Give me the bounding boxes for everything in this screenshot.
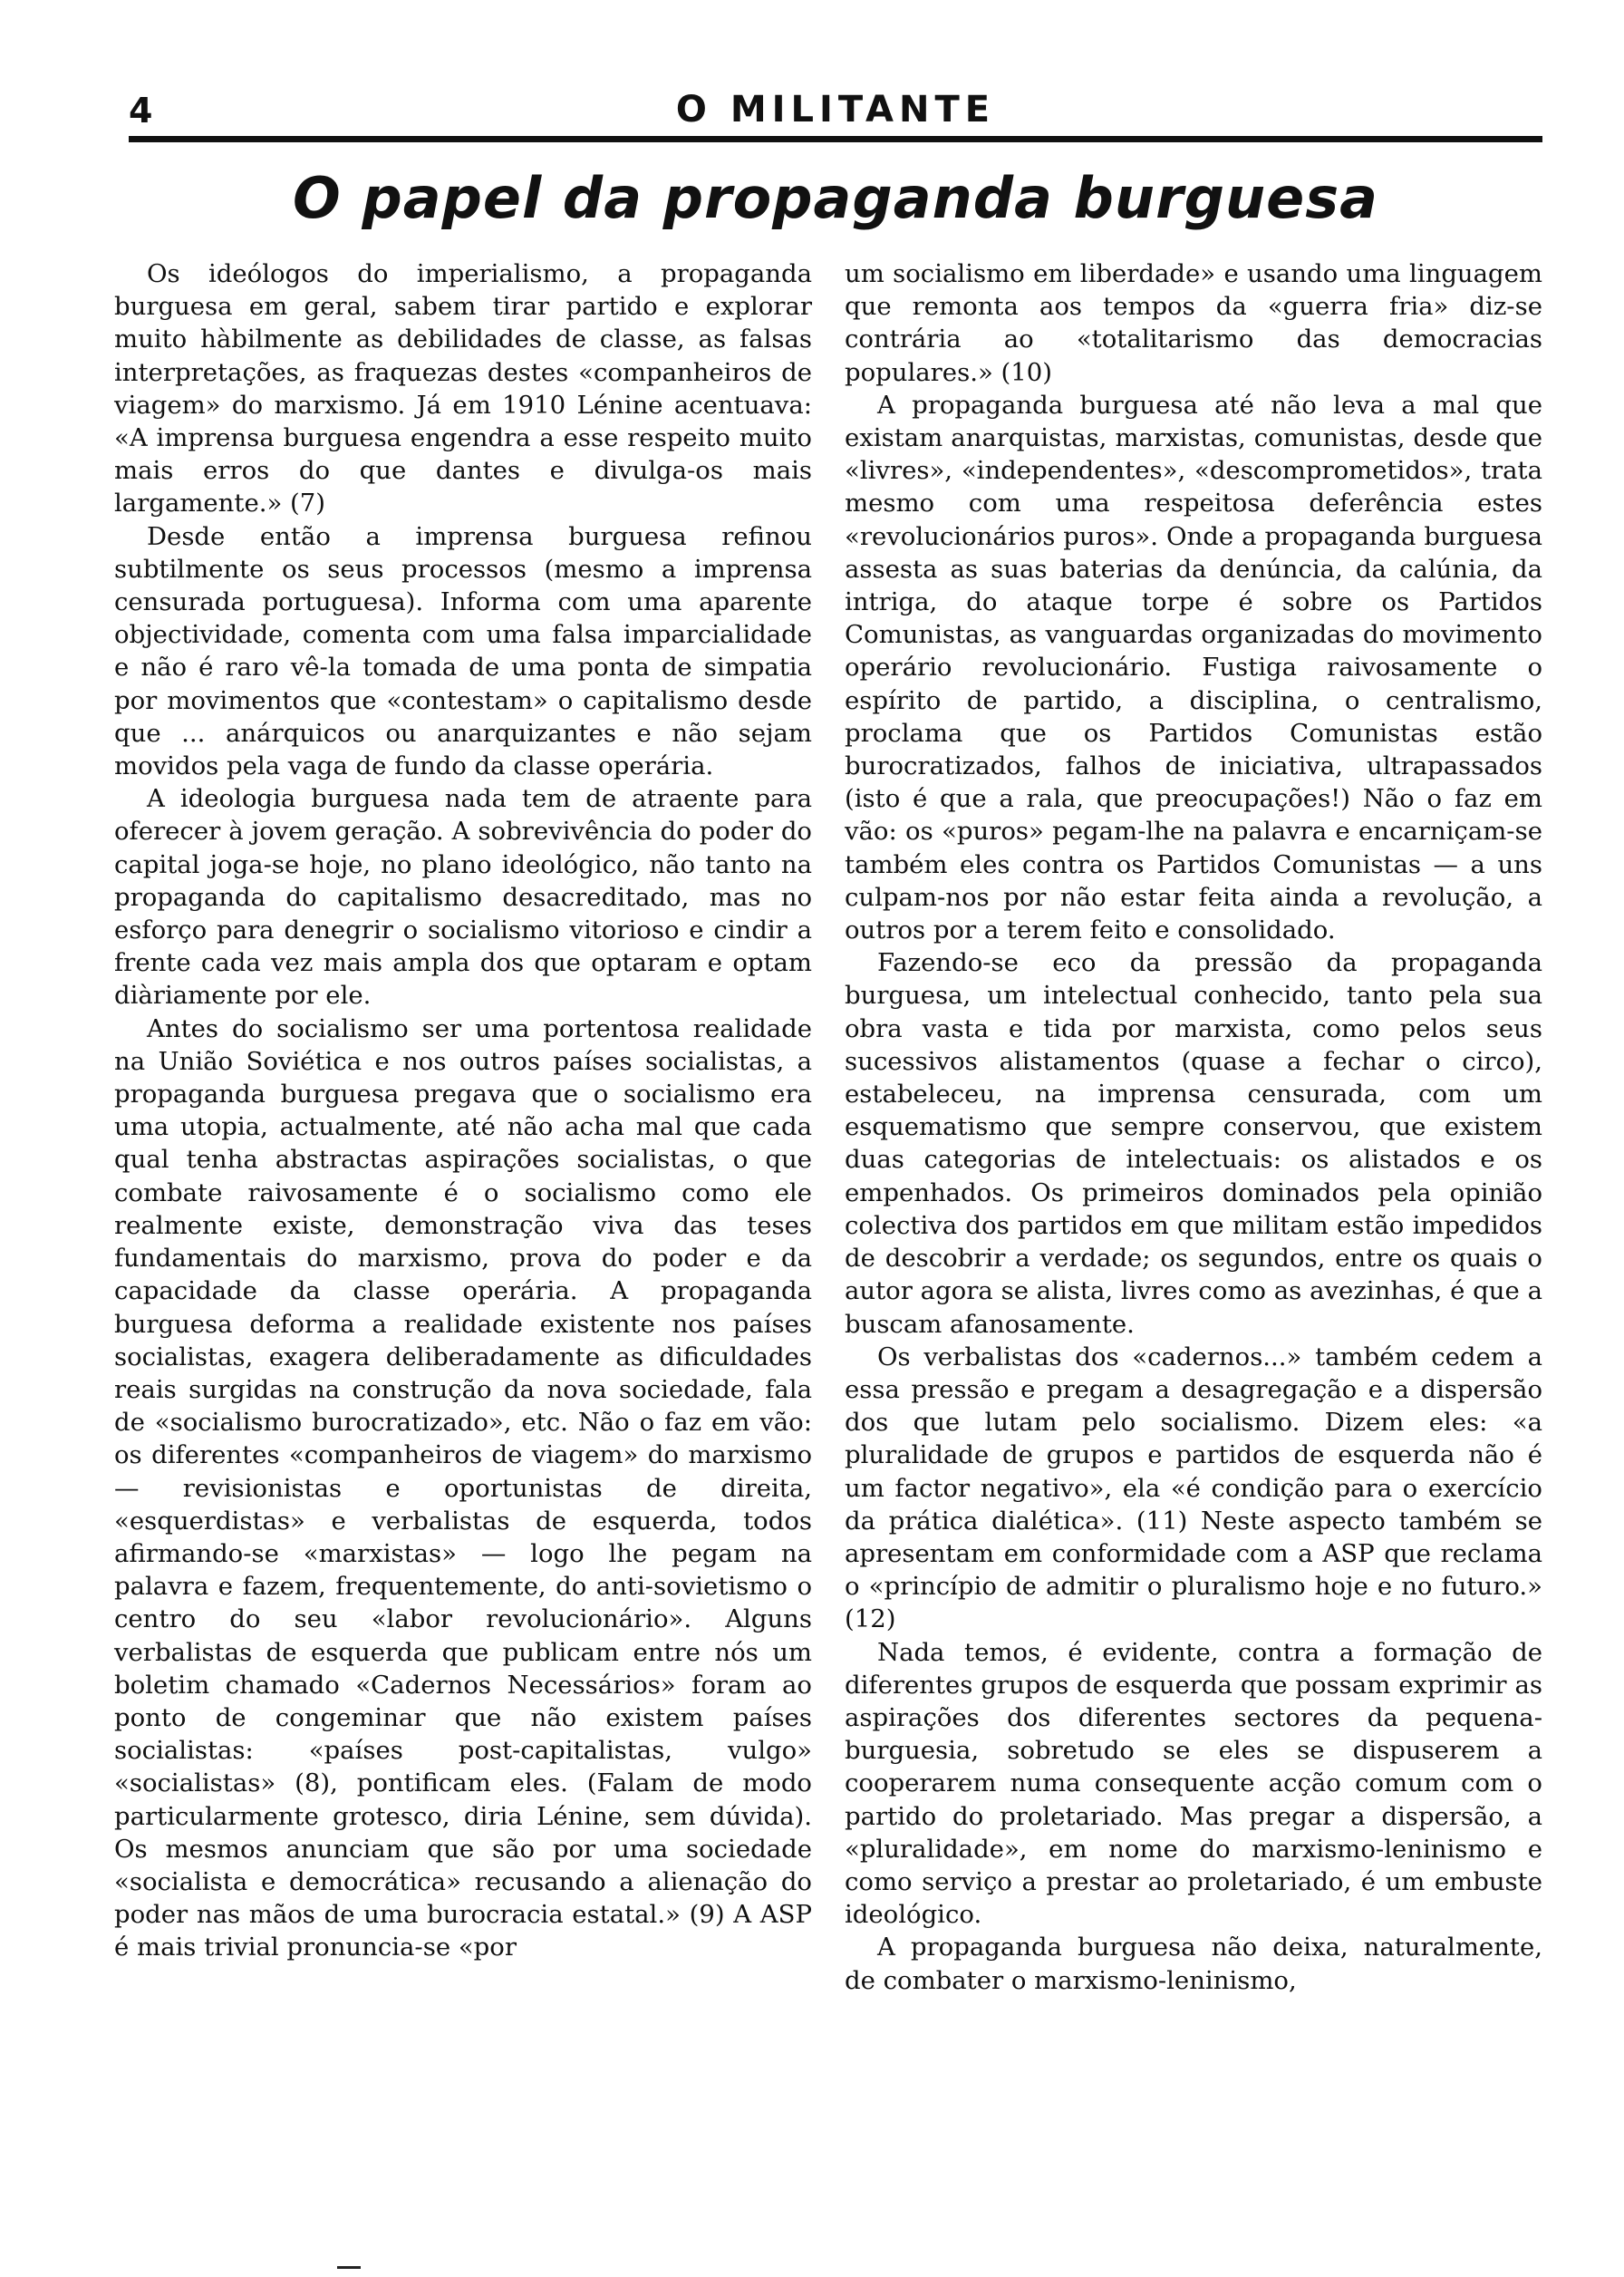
masthead — [129, 83, 1542, 138]
paragraph: A propaganda burguesa até não leva a mal que existam anarquistas, marxistas, comunistas, desde que «livres», «independentes», «descomprometidos», trata mesmo com uma respeitosa deferência estes «revolucionários puros». Onde a propaganda burguesa assesta as suas baterias da denúncia, da calúnia, da intriga, do ataque torpe é sobre os Partidos Comunistas, as vanguardas organizadas do movimento operário revolucionário. Fustiga raivosamente o espírito de partido, a disciplina, o centralismo, proclama que os Partidos Comunistas estão burocratizados, falhos de iniciativa, ultrapassados (isto é que a rala, que preocupações!) Não o faz em vão: os «puros» pegam-lhe na palavra e encarniçam-se também eles contra os Partidos Comunistas — a uns culpam-nos por não estar feita ainda a revolução, a outros por a terem feito e consolidado. — [845, 390, 1542, 945]
paragraph: Os verbalistas dos «cadernos...» também cedem a essa pressão e pregam a desagregação e a dispersão dos que lutam pelo socialismo. Dizem eles: «a pluralidade de grupos e partidos de esquerda não é um factor negativo», ela «é condição para o exercício da prática dialética». (11) Neste aspecto também se apresentam em conformidade com a ASP que reclama o «princípio de admitir o pluralismo hoje e no futuro.» (12) — [845, 1342, 1542, 1634]
footer-dash — [337, 2266, 361, 2269]
article-title: O papel da propaganda burguesa — [293, 165, 1378, 231]
paragraph: Os ideólogos do imperialismo, a propaganda burguesa em geral, sabem tirar partido e explorar muito hàbilmente as debilidades de classe, as falsas interpretações, as fraquezas destes «companheiros de viagem» do marxismo. Já em 1910 Lénine acentuava: «A imprensa burguesa engendra a esse respeito muito mais erros do que dantes e divulga-os mais largamente.» (7) — [114, 259, 812, 518]
paragraph: um socialismo em liberdade» e usando uma linguagem que remonta aos tempos da «guerra fria» diz-se contrária ao «totalitarismo das democracias populares.» (10) — [845, 259, 1542, 387]
journal-name: O MILITANTE — [675, 89, 996, 131]
paragraph: A propaganda burguesa não deixa, naturalmente, de combater o marxismo-leninismo, — [845, 1933, 1542, 1995]
paragraph: Antes do socialismo ser uma portentosa realidade na União Soviética e nos outros países socialistas, a propaganda burguesa pregava que o socialismo era uma utopia, actualmente, até não acha mal que cada qual tenha abstractas aspirações socialistas, o que combate raivosamente é o socialismo como ele realmente existe, demonstração viva das teses fundamentais do marxismo, prova do poder e da capacidade da classe operária. A propaganda burguesa deforma a realidade existente nos países socialistas, exagera deliberadamente as dificuldades reais surgidas na construção da nova sociedade, fala de «socialismo burocratizado», etc. Não o faz em vão: os diferentes «companheiros de viagem» do marxismo — revisionistas e oportunistas de direita, «esquerdistas» e verbalistas de esquerda, todos afirmando-se «marxistas» — logo lhe pegam na palavra e fazem, frequentemente, do anti-sovietismo o centro do seu «labor revolucionário». Alguns verbalistas de esquerda que publicam entre nós um boletim chamado «Cadernos Necessários» foram ao ponto de congeminar que não existem países socialistas: «países post-capitalistas, vulgo» «socialistas» (8), pontificam eles. (Falam de modo particularmente grotesco, diria Lénine, sem dúvida). Os mesmos anunciam que são por uma sociedade «socialista e democrática» recusando a alienação do poder nas mãos de uma burocracia estatal.» (9) A ASP é mais trivial pronuncia-se «por — [114, 1013, 812, 1962]
paragraph: Nada temos, é evidente, contra a formação de diferentes grupos de esquerda que possam exprimir as aspirações dos diferentes sectores da pequena-burguesia, sobretudo se eles se dispuserem a cooperarem numa consequente acção comum com o partido do proletariado. Mas pregar a dispersão, a «pluralidade», em nome do marxismo-leninismo e como serviço a prestar ao proletariado, é um embuste ideológico. — [845, 1637, 1542, 1930]
paragraph: A ideologia burguesa nada tem de atraente para oferecer à jovem geração. A sobrevivência do poder do capital joga-se hoje, no plano ideológico, não tanto na propaganda do capitalismo desacreditado, mas no esforço para denegrir o socialismo vitorioso e cindir a frente cada vez mais ampla dos que optaram e optam diàriamente por ele. — [114, 784, 812, 1011]
masthead-rule — [129, 136, 1542, 142]
paragraph: Desde então a imprensa burguesa refinou subtilmente os seus processos (mesmo a imprensa censurada portuguesa). Informa com uma aparente objectividade, comenta com uma falsa imparcialidade e não é raro vê-la tomada de uma ponta de simpatia por movimentos que «contestam» o capitalismo desde que ... anárquicos ou anarquizantes e não sejam movidos pela vaga de fundo da classe operária. — [114, 521, 812, 781]
page-number: 4 — [129, 91, 153, 131]
paragraph: Fazendo-se eco da pressão da propaganda burguesa, um intelectual conhecido, tanto pela sua obra vasta e tida por marxista, como pelos seus sucessivos alistamentos (quase a fechar o circo), estabeleceu, na imprensa censurada, com um esquematismo que sempre conservou, que existem duas categorias de intelectuais: os alistados e os empenhados. Os primeiros dominados pela opinião colectiva dos partidos em que militam estão impedidos de descobrir a verdade; os segundos, entre os quais o autor agora se alista, livres como as avezinhas, é que a buscam afanosamente. — [845, 948, 1542, 1339]
right-column — [845, 257, 1542, 1997]
left-column — [114, 257, 812, 1964]
